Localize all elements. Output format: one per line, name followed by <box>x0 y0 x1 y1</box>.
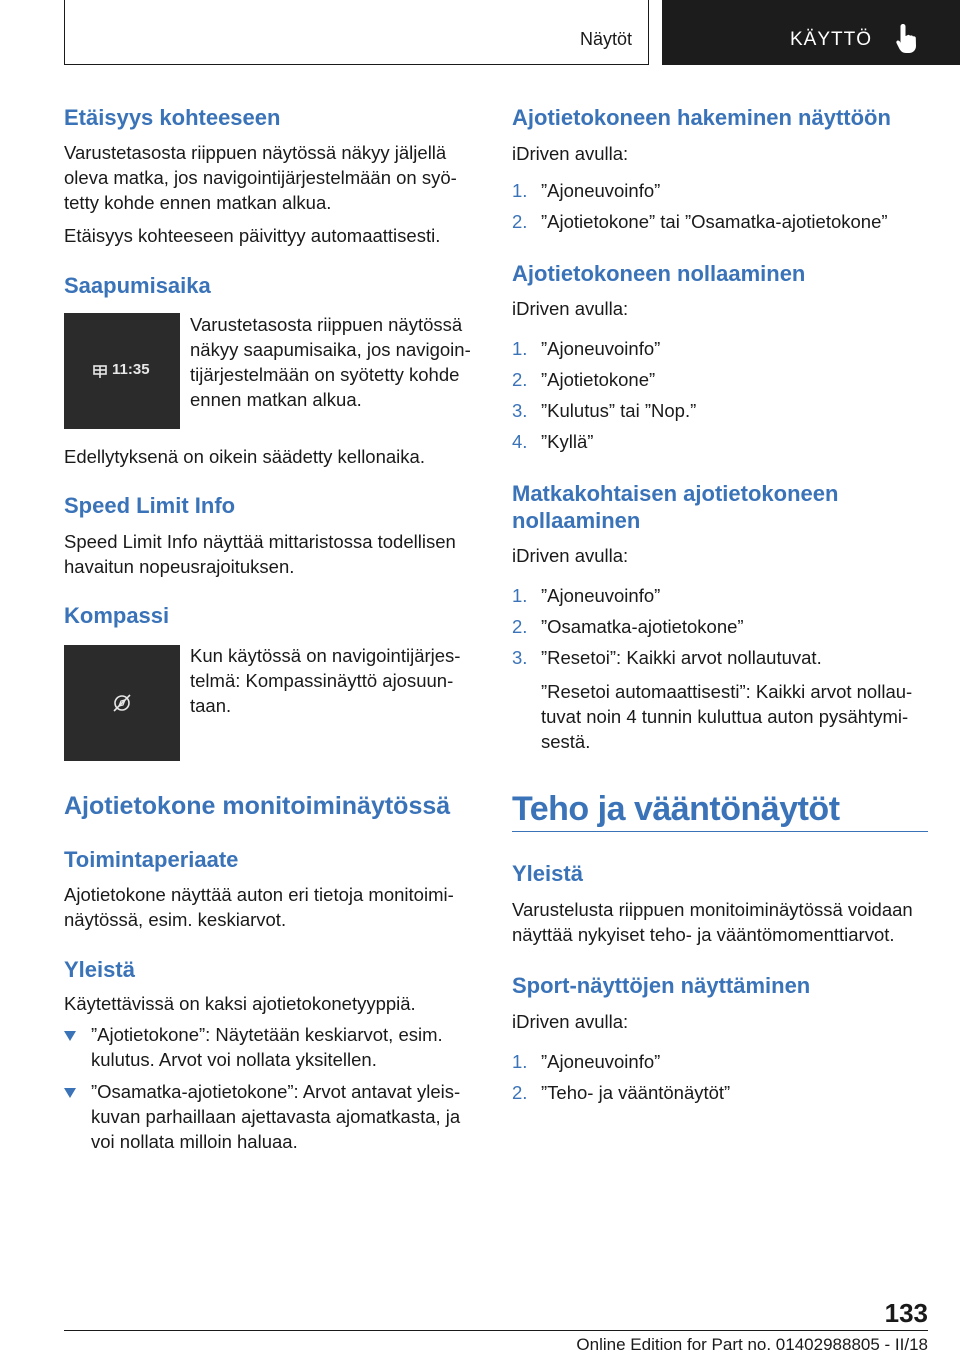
heading-compass: Kompassi <box>64 603 170 628</box>
text-line: näkyy saapumisaika, jos navigoin- <box>190 339 471 360</box>
text-line: sestä. <box>541 731 591 752</box>
footer-divider <box>64 1330 928 1331</box>
list-item: 4. ”Kyllä” <box>512 431 594 452</box>
section-divider <box>512 831 928 832</box>
text-line: Ajotietokone näyttää auton eri tietoja monitoimi- <box>64 884 454 905</box>
header-section-title: Näytöt <box>579 29 632 49</box>
header-chapter-tab <box>662 0 960 65</box>
heading-trip-reset: Matkakohtaisen ajotietokoneen <box>512 481 839 506</box>
list-item: 3. ”Kulutus” tai ”Nop.” <box>512 400 697 421</box>
list-item: 1. ”Ajoneuvoinfo” <box>512 585 661 606</box>
text-line: tuvat noin 4 tunnin kuluttua auton pysähtymi- <box>541 706 909 727</box>
text-line: tijärjestelmään on syötetty kohde <box>190 364 460 385</box>
heading-speed-limit-info: Speed Limit Info <box>64 493 236 518</box>
heading-destination-distance: Etäisyys kohteeseen <box>64 105 281 130</box>
heading-multifunction-display: Ajotietokone monitoiminäytössä <box>64 792 451 820</box>
bullet-triangle-icon <box>64 1031 76 1041</box>
text-line: näytössä, esim. keskiarvot. <box>64 909 287 930</box>
thumbnail-time: 11:35 <box>112 361 150 378</box>
list-item: 2. ”Osamatka-ajotietokone” <box>512 616 744 637</box>
list-item: 2. ”Ajotietokone” <box>512 369 656 390</box>
trip-steps-list <box>512 583 928 676</box>
text-line: näyttää nykyiset teho- ja vääntömomenttiarvot. <box>512 924 895 945</box>
text-line: voi nollata milloin haluaa. <box>91 1131 298 1152</box>
text-line: ”Ajotietokone”: Näytetään keskiarvot, esim. <box>91 1024 443 1045</box>
compass-thumbnail <box>64 645 180 761</box>
sport-steps-list <box>512 1049 928 1111</box>
arrival-time-thumbnail <box>64 313 180 429</box>
heading-power-torque-displays: Teho ja vääntönäytöt <box>512 790 840 828</box>
text-line: oleva matka, jos navigointijärjestelmään on syö- <box>64 167 457 188</box>
heading-reset-trip-computer: Ajotietokoneen nollaaminen <box>512 261 806 286</box>
heading-general: Yleistä <box>64 957 135 982</box>
text-line: ”Resetoi automaattisesti”: Kaikki arvot nollau- <box>541 681 913 702</box>
text-line: Varustelusta riippuen monitoiminäytössä voidaan <box>512 899 913 920</box>
footer-edition: Online Edition for Part no. 01402988805 - II/18 <box>576 1335 928 1354</box>
text-line: kuvan parhaillaan ajettavasta ajomatkasta, ja <box>91 1106 461 1127</box>
list-item: 2. ”Teho- ja vääntönäytöt” <box>512 1082 731 1103</box>
heading-fetch-trip-computer: Ajotietokoneen hakeminen näyttöön <box>512 105 891 130</box>
text-line: kulutus. Arvot voi nollata yksitellen. <box>91 1049 377 1070</box>
list-item: 1. ”Ajoneuvoinfo” <box>512 338 661 359</box>
text-line: Edellytyksenä on oikein säädetty kellonaika. <box>64 446 425 467</box>
text-line: iDriven avulla: <box>512 298 629 319</box>
destination-flag-icon <box>92 363 108 379</box>
heading-general: Yleistä <box>512 861 583 886</box>
list-item: 3. ”Resetoi”: Kaikki arvot nollautuvat. <box>512 647 822 668</box>
page-number: 133 <box>884 1298 928 1328</box>
heading-trip-reset-line2: nollaaminen <box>512 508 641 533</box>
text-line: iDriven avulla: <box>512 545 629 566</box>
text-line: ennen matkan alkua. <box>190 389 362 410</box>
compass-off-icon <box>112 693 132 713</box>
list-item: 1. ”Ajoneuvoinfo” <box>512 180 661 201</box>
text-line: Kun käytössä on navigointijärjes- <box>190 645 461 666</box>
heading-principle: Toimintaperiaate <box>64 847 239 872</box>
heading-arrival-time: Saapumisaika <box>64 273 211 298</box>
text-line: Varustetasosta riippuen näytössä <box>190 314 463 335</box>
text-line: havaitun nopeusrajoituksen. <box>64 556 295 577</box>
text-line: Speed Limit Info näyttää mittaristossa todellisen <box>64 531 456 552</box>
text-line: ”Osamatka-ajotietokone”: Arvot antavat yleis- <box>91 1081 461 1102</box>
header-section-box <box>64 0 649 65</box>
reset-steps-list <box>512 336 928 460</box>
text-line: iDriven avulla: <box>512 143 629 164</box>
text-line: tetty kohde ennen matkan alkua. <box>64 192 332 213</box>
text-line: taan. <box>190 695 232 716</box>
list-item: 1. ”Ajoneuvoinfo” <box>512 1051 661 1072</box>
heading-sport-displays: Sport-näyttöjen näyttäminen <box>512 973 811 998</box>
pointing-hand-icon <box>895 22 921 54</box>
list-item: 2. ”Ajotietokone” tai ”Osamatka-ajotietokone” <box>512 211 888 232</box>
text-line: Käytettävissä on kaksi ajotietokonetyyppiä. <box>64 993 416 1014</box>
fetch-steps-list <box>512 178 928 240</box>
text-line: telmä: Kompassinäyttö ajosuun- <box>190 670 454 691</box>
text-line: iDriven avulla: <box>512 1011 629 1032</box>
header-chapter-title: KÄYTTÖ <box>790 29 873 50</box>
bullet-triangle-icon <box>64 1088 76 1098</box>
text-line: Etäisyys kohteeseen päivittyy automaattisesti. <box>64 225 441 246</box>
text-line: Varustetasosta riippuen näytössä näkyy jäljellä <box>64 142 447 163</box>
